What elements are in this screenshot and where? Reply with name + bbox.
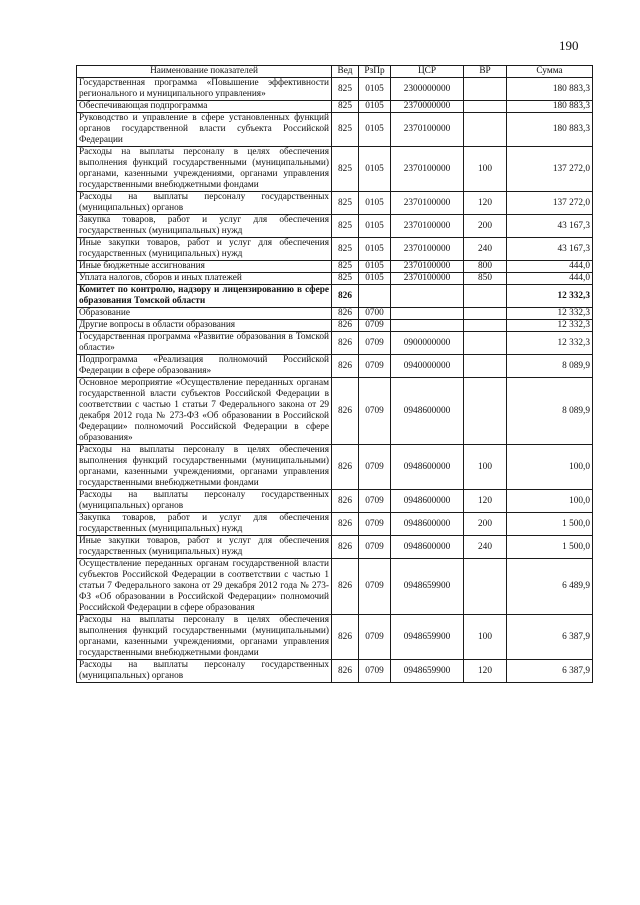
row-vr: 100	[464, 147, 507, 192]
row-ved: 826	[332, 615, 359, 660]
table-row	[77, 215, 593, 238]
page-number: 190	[559, 38, 579, 53]
row-rzpr: 0105	[359, 215, 391, 238]
row-rzpr: 0709	[359, 536, 391, 559]
row-vr: 100	[464, 445, 507, 490]
row-name: Расходы на выплаты персоналу государственных (муниципальных) органов	[77, 192, 332, 215]
row-csr	[391, 308, 464, 320]
row-name: Закупка товаров, работ и услуг для обеспечения государственных (муниципальных) нужд	[77, 215, 332, 238]
row-rzpr: 0105	[359, 192, 391, 215]
row-sum: 100,0	[507, 490, 593, 513]
table-row	[77, 332, 593, 355]
row-vr	[464, 378, 507, 445]
row-name: Обеспечивающая подпрограмма	[77, 101, 332, 113]
row-csr: 2300000000	[391, 78, 464, 101]
header-csr: ЦСР	[391, 66, 464, 78]
row-csr: 2370100000	[391, 273, 464, 285]
row-sum: 444,0	[507, 261, 593, 273]
table-row	[77, 238, 593, 261]
row-ved: 826	[332, 355, 359, 378]
row-ved: 826	[332, 513, 359, 536]
row-vr: 120	[464, 660, 507, 683]
row-vr: 240	[464, 536, 507, 559]
row-csr: 0900000000	[391, 332, 464, 355]
row-name: Иные закупки товаров, работ и услуг для обеспечения государственных (муниципальных) нужд	[77, 536, 332, 559]
row-csr	[391, 285, 464, 308]
row-csr: 2370100000	[391, 147, 464, 192]
table-row	[77, 445, 593, 490]
row-name: Закупка товаров, работ и услуг для обеспечения государственных (муниципальных) нужд	[77, 513, 332, 536]
row-rzpr: 0105	[359, 273, 391, 285]
row-sum: 12 332,3	[507, 320, 593, 332]
header-vr: ВР	[464, 66, 507, 78]
row-sum: 1 500,0	[507, 513, 593, 536]
row-sum: 1 500,0	[507, 536, 593, 559]
row-rzpr: 0105	[359, 261, 391, 273]
row-name: Подпрограмма «Реализация полномочий Российской Федерации в сфере образования»	[77, 355, 332, 378]
row-name: Комитет по контролю, надзору и лицензированию в сфере образования Томской области	[77, 285, 332, 308]
table-row	[77, 615, 593, 660]
row-rzpr: 0709	[359, 559, 391, 615]
row-ved: 826	[332, 320, 359, 332]
row-vr: 240	[464, 238, 507, 261]
row-vr	[464, 308, 507, 320]
table-row	[77, 147, 593, 192]
row-ved: 826	[332, 559, 359, 615]
row-rzpr: 0700	[359, 308, 391, 320]
row-ved: 825	[332, 113, 359, 147]
row-sum: 12 332,3	[507, 285, 593, 308]
header-sum: Сумма	[507, 66, 593, 78]
row-sum: 180 883,3	[507, 78, 593, 101]
row-rzpr: 0709	[359, 615, 391, 660]
row-rzpr: 0105	[359, 78, 391, 101]
table-row	[77, 536, 593, 559]
row-csr: 0948600000	[391, 490, 464, 513]
row-vr: 800	[464, 261, 507, 273]
row-ved: 826	[332, 445, 359, 490]
row-csr: 2370100000	[391, 113, 464, 147]
row-vr	[464, 332, 507, 355]
row-ved: 825	[332, 101, 359, 113]
row-vr: 120	[464, 192, 507, 215]
row-name: Образование	[77, 308, 332, 320]
row-csr: 0948600000	[391, 536, 464, 559]
row-vr	[464, 320, 507, 332]
table-row	[77, 660, 593, 683]
row-ved: 826	[332, 285, 359, 308]
row-rzpr: 0709	[359, 320, 391, 332]
row-name: Расходы на выплаты персоналу государственных (муниципальных) органов	[77, 660, 332, 683]
row-rzpr: 0105	[359, 101, 391, 113]
row-sum: 6 489,9	[507, 559, 593, 615]
row-vr	[464, 285, 507, 308]
table-row	[77, 261, 593, 273]
row-rzpr: 0709	[359, 355, 391, 378]
row-csr: 0948600000	[391, 378, 464, 445]
row-csr: 0948659900	[391, 559, 464, 615]
row-sum: 12 332,3	[507, 308, 593, 320]
table-row	[77, 308, 593, 320]
row-name: Другие вопросы в области образования	[77, 320, 332, 332]
row-name: Иные закупки товаров, работ и услуг для обеспечения государственных (муниципальных) нужд	[77, 238, 332, 261]
table-row	[77, 113, 593, 147]
row-vr: 100	[464, 615, 507, 660]
row-ved: 825	[332, 147, 359, 192]
row-ved: 826	[332, 308, 359, 320]
header-row	[77, 66, 593, 78]
row-rzpr: 0709	[359, 378, 391, 445]
row-name: Основное мероприятие «Осуществление переданных органам государственной власти субъектов Российской Федерации в соответствии с частью 1 статьи 7 Федерального закона от 29 декабря 2012 года № 273-ФЗ «Об образовании в Российской Федерации» полномочий Российской Федерации в сфере образования»	[77, 378, 332, 445]
row-ved: 826	[332, 378, 359, 445]
row-rzpr: 0709	[359, 660, 391, 683]
table-row	[77, 490, 593, 513]
row-vr: 200	[464, 513, 507, 536]
row-name: Руководство и управление в сфере установленных функций органов государственной власти субъекта Российской Федерации	[77, 113, 332, 147]
table-row	[77, 378, 593, 445]
row-sum: 6 387,9	[507, 660, 593, 683]
table-row	[77, 513, 593, 536]
row-rzpr: 0105	[359, 147, 391, 192]
row-name: Государственная программа «Повышение эффективности регионального и муниципального управления»	[77, 78, 332, 101]
table-header	[77, 66, 593, 78]
row-name: Расходы на выплаты персоналу в целях обеспечения выполнения функций государственными (муниципальными) органами, казенными учреждениями, органами управления государственными внебюджетными фондами	[77, 445, 332, 490]
row-rzpr: 0105	[359, 113, 391, 147]
row-csr: 0948600000	[391, 513, 464, 536]
row-sum: 180 883,3	[507, 101, 593, 113]
header-rzpr: РзПр	[359, 66, 391, 78]
row-csr: 2370100000	[391, 261, 464, 273]
header-ved: Вед	[332, 66, 359, 78]
row-vr	[464, 559, 507, 615]
row-csr: 2370100000	[391, 215, 464, 238]
table-row	[77, 273, 593, 285]
row-csr	[391, 320, 464, 332]
row-vr	[464, 78, 507, 101]
table-row	[77, 559, 593, 615]
row-csr: 0948659900	[391, 615, 464, 660]
row-ved: 826	[332, 490, 359, 513]
row-ved: 825	[332, 192, 359, 215]
table-row	[77, 192, 593, 215]
row-ved: 825	[332, 215, 359, 238]
row-sum: 137 272,0	[507, 192, 593, 215]
row-rzpr: 0709	[359, 445, 391, 490]
row-rzpr: 0709	[359, 332, 391, 355]
row-vr	[464, 355, 507, 378]
header-name: Наименование показателей	[77, 66, 332, 78]
row-ved: 826	[332, 536, 359, 559]
row-csr: 2370100000	[391, 238, 464, 261]
row-csr: 0948600000	[391, 445, 464, 490]
row-sum: 8 089,9	[507, 378, 593, 445]
row-sum: 180 883,3	[507, 113, 593, 147]
row-csr: 2370000000	[391, 101, 464, 113]
row-name: Расходы на выплаты персоналу в целях обеспечения выполнения функций государственными (муниципальными) органами, казенными учреждениями, органами управления государственными внебюджетными фондами	[77, 615, 332, 660]
row-vr: 120	[464, 490, 507, 513]
row-vr	[464, 101, 507, 113]
row-sum: 8 089,9	[507, 355, 593, 378]
row-ved: 826	[332, 660, 359, 683]
row-name: Уплата налогов, сборов и иных платежей	[77, 273, 332, 285]
row-ved: 826	[332, 332, 359, 355]
row-ved: 825	[332, 261, 359, 273]
row-sum: 444,0	[507, 273, 593, 285]
row-csr: 2370100000	[391, 192, 464, 215]
row-rzpr: 0105	[359, 238, 391, 261]
table-row	[77, 355, 593, 378]
row-csr: 0948659900	[391, 660, 464, 683]
row-name: Осуществление переданных органам государственной власти субъектов Российской Федерации в соответствии с частью 1 статьи 7 Федерального закона от 29 декабря 2012 года № 273-ФЗ «Об образовании в Российской Федерации» полномочий Российской Федерации в сфере образования	[77, 559, 332, 615]
row-sum: 137 272,0	[507, 147, 593, 192]
row-name: Расходы на выплаты персоналу государственных (муниципальных) органов	[77, 490, 332, 513]
row-name: Иные бюджетные ассигнования	[77, 261, 332, 273]
row-name: Государственная программа «Развитие образования в Томской области»	[77, 332, 332, 355]
table-row	[77, 285, 593, 308]
row-sum: 43 167,3	[507, 215, 593, 238]
table-body	[77, 78, 593, 683]
row-vr: 200	[464, 215, 507, 238]
row-ved: 825	[332, 78, 359, 101]
table-row	[77, 101, 593, 113]
row-sum: 6 387,9	[507, 615, 593, 660]
row-sum: 100,0	[507, 445, 593, 490]
table-row	[77, 320, 593, 332]
row-sum: 43 167,3	[507, 238, 593, 261]
table-row	[77, 78, 593, 101]
row-ved: 825	[332, 273, 359, 285]
budget-table	[76, 65, 593, 683]
row-rzpr: 0709	[359, 513, 391, 536]
row-rzpr	[359, 285, 391, 308]
row-rzpr: 0709	[359, 490, 391, 513]
row-sum: 12 332,3	[507, 332, 593, 355]
row-vr: 850	[464, 273, 507, 285]
row-vr	[464, 113, 507, 147]
row-name: Расходы на выплаты персоналу в целях обеспечения выполнения функций государственными (муниципальными) органами, казенными учреждениями, органами управления государственными внебюджетными фондами	[77, 147, 332, 192]
row-ved: 825	[332, 238, 359, 261]
row-csr: 0940000000	[391, 355, 464, 378]
